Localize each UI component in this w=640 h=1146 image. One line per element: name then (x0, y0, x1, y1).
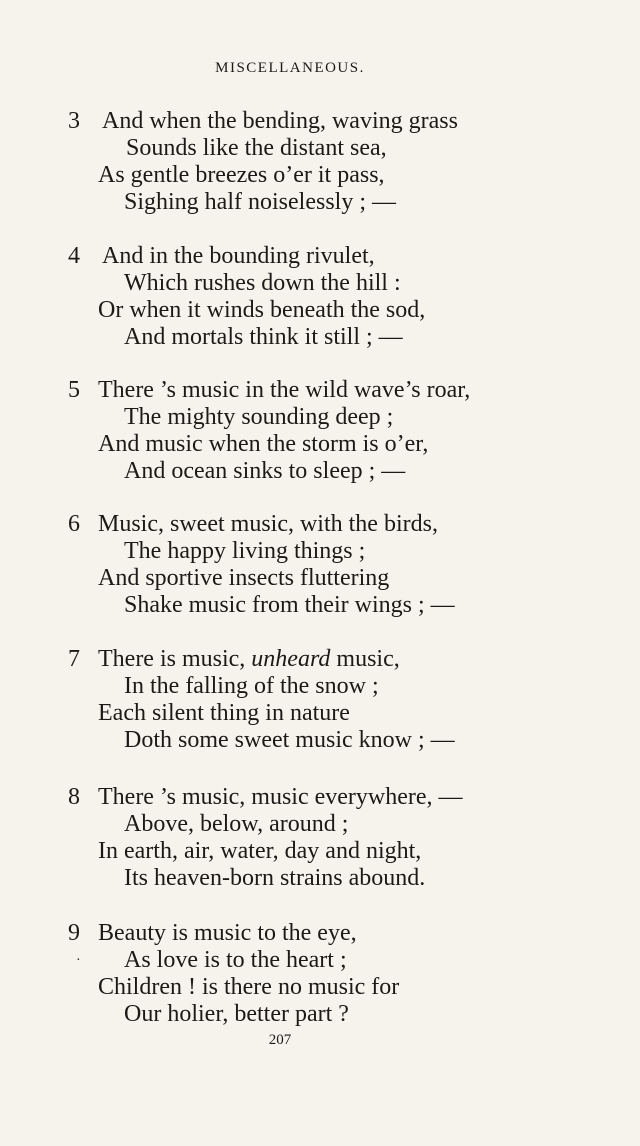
verse-line: In the falling of the snow ; (124, 673, 379, 699)
stanza-number: 7 (68, 646, 80, 672)
verse-line: The mighty sounding deep ; (124, 404, 394, 430)
stanza-number: 8 (68, 784, 80, 810)
page-number: 207 (268, 1032, 292, 1048)
verse-line: And sportive insects fluttering (98, 565, 390, 591)
verse-line: The happy living things ; (124, 538, 366, 564)
verse-line: And ocean sinks to sleep ; — (124, 458, 406, 484)
verse-line: Each silent thing in nature (98, 700, 350, 726)
verse-line: Sounds like the distant sea, (126, 135, 387, 161)
verse-line (98, 646, 400, 672)
verse-line: Doth some sweet music know ; — (124, 727, 455, 753)
verse-line: Above, below, around ; (124, 811, 349, 837)
verse-line: And music when the storm is o’er, (98, 431, 429, 457)
verse-line: And when the bending, waving grass (102, 108, 458, 134)
stanza-number: 9 (68, 920, 80, 946)
verse-line: Sighing half noiselessly ; — (124, 189, 396, 215)
stanza-number: 4 (68, 243, 80, 269)
verse-line: Shake music from their wings ; — (124, 592, 455, 618)
verse-line: Or when it winds beneath the sod, (98, 297, 426, 323)
stanza-number: 6 (68, 511, 80, 537)
italic-word: unheard (251, 646, 331, 672)
verse-line: Children ! is there no music for (98, 974, 400, 1000)
stanza-number: 5 (68, 377, 80, 403)
verse-line: Which rushes down the hill : (124, 270, 401, 296)
verse-line: And mortals think it still ; — (124, 324, 403, 350)
verse-line: There ’s music in the wild wave’s roar, (98, 377, 471, 403)
verse-line: Its heaven-born strains abound. (124, 865, 426, 891)
verse-line: There ’s music, music everywhere, — (98, 784, 463, 810)
stanza-number: 3 (68, 108, 80, 134)
verse-line: In earth, air, water, day and night, (98, 838, 422, 864)
verse-line: Beauty is music to the eye, (98, 920, 357, 946)
verse-line: And in the bounding rivulet, (102, 243, 375, 269)
verse-line: As gentle breezes o’er it pass, (98, 162, 385, 188)
verse-line: Music, sweet music, with the birds, (98, 511, 438, 537)
verse-text: music, (330, 646, 400, 672)
verse-text: There is music, (98, 646, 252, 672)
verse-line: Our holier, better part ? (124, 1001, 349, 1027)
verse-line: As love is to the heart ; (124, 947, 347, 973)
print-speck: · (76, 953, 81, 968)
page-header: MISCELLANEOUS. (215, 60, 365, 76)
